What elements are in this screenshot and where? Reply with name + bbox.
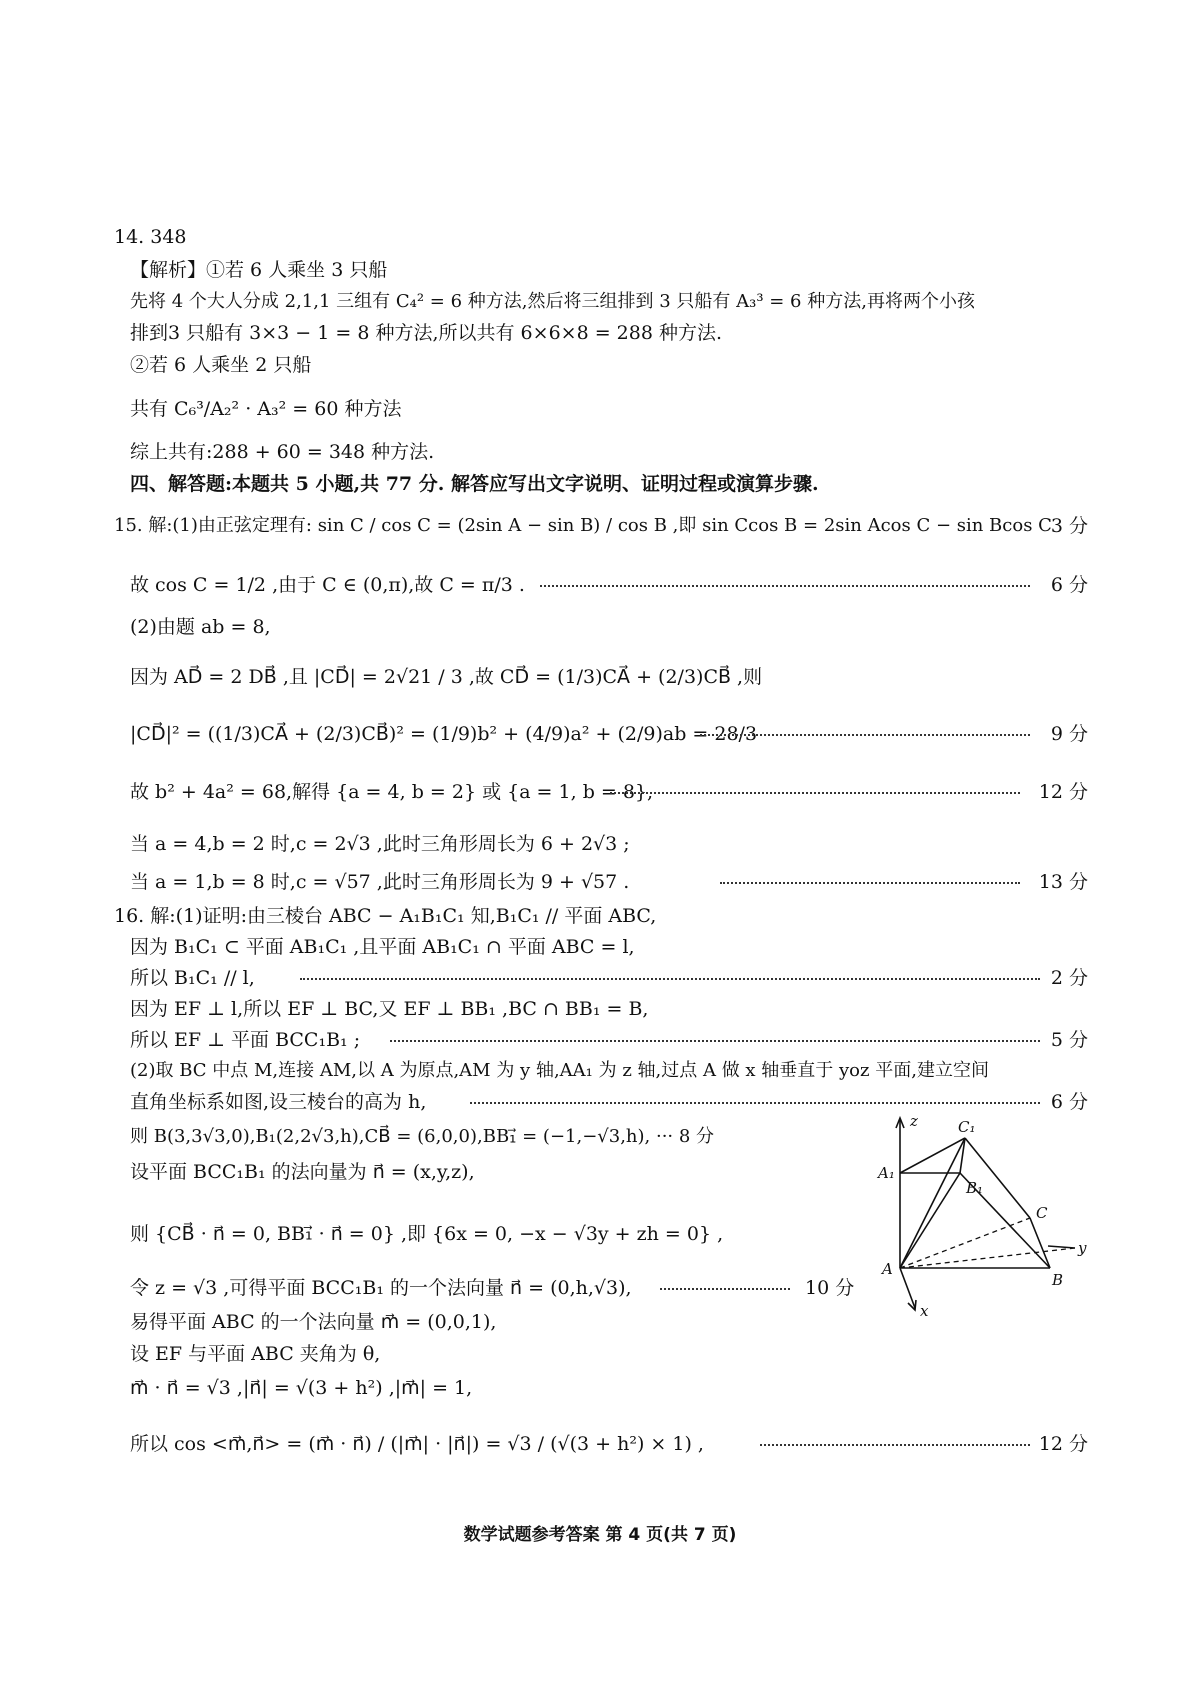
q16-line-2: 因为 B₁C₁ ⊂ 平面 AB₁C₁ ,且平面 AB₁C₁ ∩ 平面 ABC = l, <box>130 936 635 958</box>
q14-line-1: 【解析】①若 6 人乘坐 3 只船 <box>130 259 388 281</box>
q14-line-6: 综上共有:288 + 60 = 348 种方法. <box>130 441 435 463</box>
q16-line-1: 16. 解:(1)证明:由三棱台 ABC − A₁B₁C₁ 知,B₁C₁ // 平面 ABC, <box>114 905 657 927</box>
edge-C1C <box>965 1138 1030 1218</box>
q16-line-10: 则 {CB⃗ · n⃗ = 0, BB₁⃗ · n⃗ = 0} ,即 {6x = 0, −x − √3y + zh = 0} , <box>130 1223 724 1245</box>
q16-line-7: 直角坐标系如图,设三棱台的高为 h, <box>130 1091 427 1113</box>
label-C1: C₁ <box>958 1118 976 1136</box>
edge-BC <box>1030 1218 1050 1268</box>
q16-score-5: 5 分 <box>1050 1029 1088 1051</box>
q15-line-3: (2)由题 ab = 8, <box>130 616 271 638</box>
q14-head: 14. 348 <box>114 226 187 248</box>
q15-leader-8 <box>720 882 1020 884</box>
q15-leader-6 <box>610 792 1020 794</box>
q16-line-14: m⃗ · n⃗ = √3 ,|n⃗| = √(3 + h²) ,|m⃗| = 1, <box>130 1377 473 1399</box>
label-z: z <box>910 1112 918 1130</box>
q15-score-6: 12 分 <box>1038 781 1088 803</box>
q16-line-11: 令 z = √3 ,可得平面 BCC₁B₁ 的一个法向量 n⃗ = (0,h,√3), <box>130 1277 632 1299</box>
q16-leader-3 <box>300 978 1040 980</box>
q16-leader-11 <box>660 1288 790 1290</box>
q14-line-2: 先将 4 个大人分成 2,1,1 三组有 C₄² = 6 种方法,然后将三组排到 3 只船有 A₃³ = 6 种方法,再将两个小孩 <box>130 291 975 312</box>
q16-leader-5 <box>390 1040 1040 1042</box>
section-heading: 四、解答题:本题共 5 小题,共 77 分. 解答应写出文字说明、证明过程或演算步骤. <box>130 473 819 495</box>
label-y: y <box>1078 1239 1087 1257</box>
q16-line-12: 易得平面 ABC 的一个法向量 m⃗ = (0,0,1), <box>130 1311 497 1333</box>
label-A1: A₁ <box>878 1164 895 1182</box>
q16-leader-15 <box>760 1444 1030 1446</box>
q16-line-5: 所以 EF ⊥ 平面 BCC₁B₁ ; <box>130 1029 361 1051</box>
q15-score-2: 6 分 <box>1050 574 1088 596</box>
q15-score-8: 13 分 <box>1038 871 1088 893</box>
q16-score-3: 2 分 <box>1050 967 1088 989</box>
q16-score-11: 10 分 <box>805 1277 855 1299</box>
q16-score-15: 12 分 <box>1038 1433 1088 1455</box>
edge-A1C1 <box>900 1138 965 1173</box>
label-x: x <box>920 1302 929 1318</box>
q15-leader-5 <box>700 734 1030 736</box>
page-footer: 数学试题参考答案 第 4 页(共 7 页) <box>463 1525 737 1545</box>
label-C: C <box>1036 1204 1048 1222</box>
q15-line-1: 15. 解:(1)由正弦定理有: sin C / cos C = (2sin A − sin B) / cos B ,即 sin Ccos B = 2sin Acos C − sin Bcos C <box>114 515 1052 536</box>
q15-score-1: 3 分 <box>1050 515 1088 537</box>
q16-line-3: 所以 B₁C₁ // l, <box>130 967 255 989</box>
q16-line-6: (2)取 BC 中点 M,连接 AM,以 A 为原点,AM 为 y 轴,AA₁ 为 z 轴,过点 A 做 x 轴垂直于 yoz 平面,建立空间 <box>130 1060 989 1081</box>
line-AC1 <box>900 1138 965 1268</box>
q15-line-6: 故 b² + 4a² = 68,解得 {a = 4, b = 2} 或 {a = 1, b = 8}, <box>130 781 654 803</box>
frustum-figure <box>870 1108 1090 1318</box>
q16-leader-7 <box>470 1102 1040 1104</box>
q15-line-8: 当 a = 1,b = 8 时,c = √57 ,此时三角形周长为 9 + √57 . <box>130 871 630 893</box>
q16-line-13: 设 EF 与平面 ABC 夹角为 θ, <box>130 1343 381 1365</box>
q15-line-7: 当 a = 4,b = 2 时,c = 2√3 ,此时三角形周长为 6 + 2√3 ; <box>130 833 630 855</box>
q15-line-5: |CD⃗|² = ((1/3)CA⃗ + (2/3)CB⃗)² = (1/9)b² + (4/9)a² + (2/9)ab = 28/3 <box>130 723 758 745</box>
q16-line-9: 设平面 BCC₁B₁ 的法向量为 n⃗ = (x,y,z), <box>130 1161 475 1183</box>
line-AB1 <box>900 1173 960 1268</box>
q15-score-5: 9 分 <box>1050 723 1088 745</box>
y-axis <box>1048 1246 1075 1248</box>
q16-line-15: 所以 cos <m⃗,n⃗> = (m⃗ · n⃗) / (|m⃗| · |n⃗|) = √3 / (√(3 + h²) × 1) , <box>130 1433 704 1455</box>
q15-line-4: 因为 AD⃗ = 2 DB⃗ ,且 |CD⃗| = 2√21 / 3 ,故 CD⃗ = (1/3)CA⃗ + (2/3)CB⃗ ,则 <box>130 666 763 688</box>
q16-score-7: 6 分 <box>1050 1091 1088 1113</box>
label-B: B <box>1052 1271 1064 1289</box>
q16-line-4: 因为 EF ⊥ l,所以 EF ⊥ BC,又 EF ⊥ BB₁ ,BC ∩ BB₁ = B, <box>130 998 649 1020</box>
q16-line-8: 则 B(3,3√3,0),B₁(2,2√3,h),CB⃗ = (6,0,0),BB₁⃗ = (−1,−√3,h), ··· 8 分 <box>130 1126 715 1147</box>
q15-leader-2 <box>540 585 1030 587</box>
label-B1: B₁ <box>966 1179 984 1197</box>
q15-line-2: 故 cos C = 1/2 ,由于 C ∈ (0,π),故 C = π/3 . <box>130 574 525 596</box>
x-axis <box>900 1268 915 1308</box>
q14-line-5: 共有 C₆³/A₂² · A₃² = 60 种方法 <box>130 398 402 420</box>
q14-line-4: ②若 6 人乘坐 2 只船 <box>130 354 312 376</box>
q14-line-3: 排到3 只船有 3×3 − 1 = 8 种方法,所以共有 6×6×8 = 288 种方法. <box>130 322 723 344</box>
label-A: A <box>882 1260 893 1278</box>
